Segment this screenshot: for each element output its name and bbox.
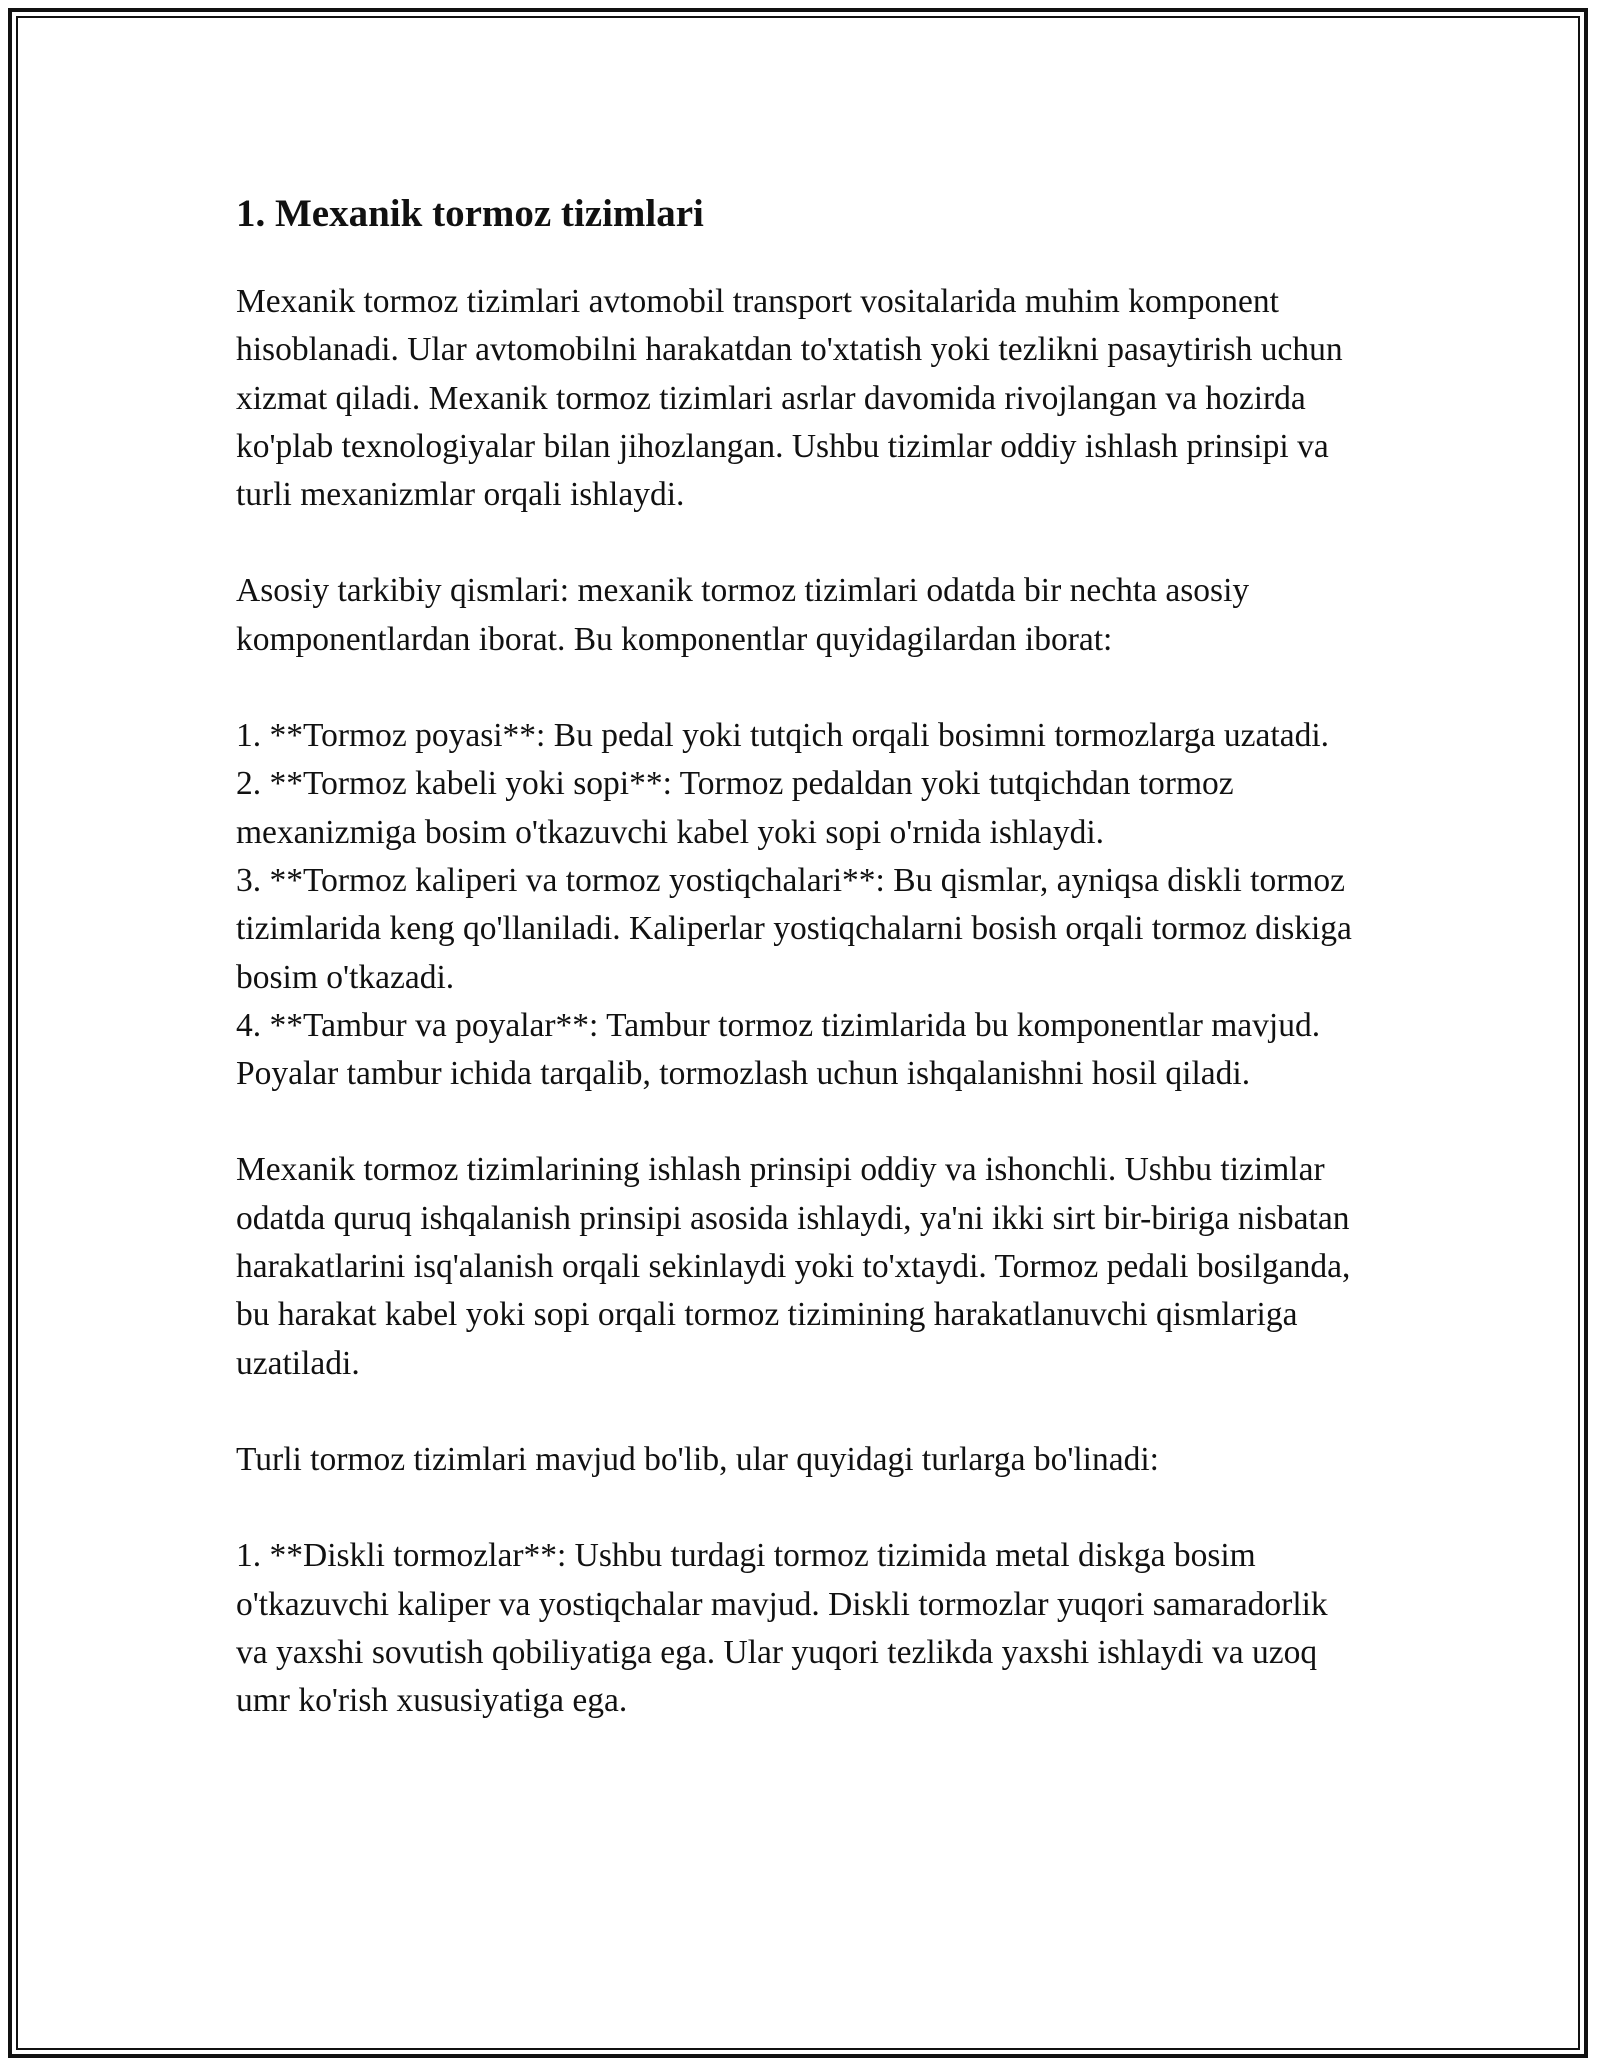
list-item: 1. **Diskli tormozlar**: Ushbu turdagi tormoz tizimida metal diskga bosim o'tkazuvchi kaliper va yostiqchalar mavjud. Diskli tormozlar yuqori samaradorlik va yaxshi sovutish qobiliyatiga ega. Ular yuqori tezlikda yaxshi ishlaydi va uzoq umr ko'rish xususiyatiga ega. [236, 1537, 1328, 1720]
section-heading: 1. Mexanik tormoz tizimlari [236, 192, 704, 235]
intro-paragraph: Mexanik tormoz tizimlari avtomobil transport vositalarida muhim komponent hisoblanadi. Ular avtomobilni harakatdan to'xtatish yoki tezlikni pasaytirish uchun xizmat qiladi. Mexanik tormoz tizimlari asrlar davomida rivojlangan va hozirda ko'plab texnologiyalar bilan jihozlangan. Ushbu tizimlar oddiy ishlash prinsipi va turli mexanizmlar orqali ishlaydi. [236, 283, 1343, 514]
components-intro-paragraph: Asosiy tarkibiy qismlari: mexanik tormoz tizimlari odatda bir nechta asosiy komponentlardan iborat. Bu komponentlar quyidagilardan iborat: [236, 572, 1250, 658]
document-body [236, 184, 1364, 1773]
types-list [236, 1532, 1364, 1725]
list-item: 3. **Tormoz kaliperi va tormoz yostiqchalari**: Bu qismlar, ayniqsa diskli tormoz tizimlarida keng qo'llaniladi. Kaliperlar yostiqchalarni bosish orqali tormoz diskiga bosim o'tkazadi. [236, 861, 1352, 996]
list-item: 1. **Tormoz poyasi**: Bu pedal yoki tutqich orqali bosimni tormozlarga uzatadi. [236, 717, 1330, 755]
components-list [236, 712, 1364, 1098]
list-item: 2. **Tormoz kabeli yoki sopi**: Tormoz pedaldan yoki tutqichdan tormoz mexanizmiga bosim o'tkazuvchi kabel yoki sopi o'rnida ishlaydi. [236, 765, 1234, 851]
principle-paragraph: Mexanik tormoz tizimlarining ishlash prinsipi oddiy va ishonchli. Ushbu tizimlar odatda quruq ishqalanish prinsipi asosida ishlaydi, ya'ni ikki sirt bir-biriga nisbatan harakatlarini isq'alanish orqali sekinlaydi yoki to'xtaydi. Tormoz pedali bosilganda, bu harakat kabel yoki sopi orqali tormoz tizimining harakatlanuvchi qismlariga uzatiladi. [236, 1151, 1351, 1382]
types-intro-paragraph: Turli tormoz tizimlari mavjud bo'lib, ular quyidagi turlarga bo'linadi: [236, 1440, 1159, 1478]
list-item: 4. **Tambur va poyalar**: Tambur tormoz tizimlarida bu komponentlar mavjud. Poyalar tambur ichida tarqalib, tormozlash uchun ishqalanishni hosil qiladi. [236, 1006, 1321, 1093]
